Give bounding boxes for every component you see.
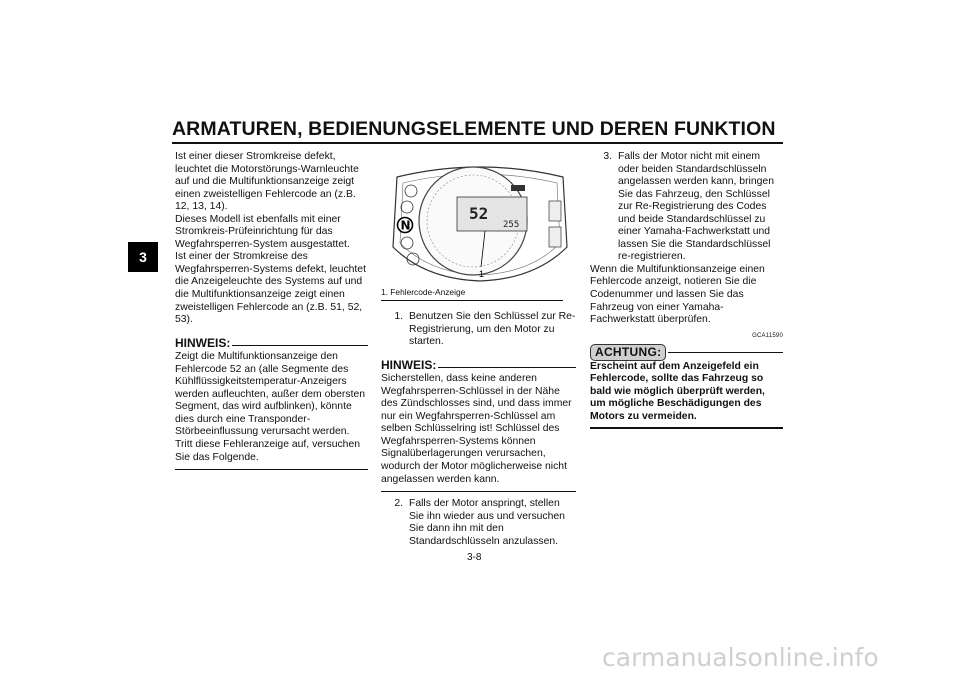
step-number: 1. xyxy=(394,311,403,322)
step-3 xyxy=(590,151,783,264)
column-left xyxy=(175,151,368,470)
column-right xyxy=(590,151,783,429)
note-rule xyxy=(438,367,576,368)
step-number: 3. xyxy=(603,151,612,162)
caution-heading xyxy=(590,344,783,361)
right-button xyxy=(549,227,561,247)
column-middle xyxy=(381,151,576,554)
caution-code-ref: GCA11590 xyxy=(752,332,783,339)
neutral-indicator-letter: N xyxy=(400,218,411,233)
step-text: Falls der Motor nicht mit einem oder beiden Standardschlüsseln angelassen werden kann, bringen Sie das Fahrzeug, den Schlüssel zur Re-Registrierung des Codes und beide Standardschlüssel zu einer Yamaha-Fachwerkstatt und lassen Sie die Standardschlüssel re-registrieren. xyxy=(618,151,774,263)
step-text: Benutzen Sie den Schlüssel zur Re-Registrierung, um den Motor zu starten. xyxy=(409,311,576,348)
warning-lamp-icon xyxy=(401,237,413,249)
warning-lamp-icon xyxy=(401,201,413,213)
dashboard-figure xyxy=(385,155,575,283)
callout-number: 1 xyxy=(479,269,485,279)
paragraph: Wenn die Multifunktionsanzeige einen Fehlercode anzeigt, notieren Sie die Codenummer und lassen Sie das Fahrzeug von einer Yamaha-Fachwerkstatt überprüfen. xyxy=(590,263,765,326)
note-text: Zeigt die Multifunktionsanzeige den Fehlercode 52 an (alle Segmente des Kühlflüssigkeitstemperatur-Anzeigers werden aufleuchten, außer dem obersten Segment, das wird aufblinken), könnte dies durch eine Transponder-Störbeeinflussung verursacht werden. Tritt diese Fehleranzeige auf, versuchen Sie das Folgende. xyxy=(175,351,366,463)
step-1 xyxy=(381,311,576,349)
note-label: HINWEIS: xyxy=(175,335,231,350)
step-number: 2. xyxy=(394,498,403,510)
note-end-rule xyxy=(381,491,576,492)
instrument-cluster-illustration xyxy=(385,155,575,283)
lcd-segment-bar xyxy=(511,185,525,191)
warning-lamp-icon xyxy=(405,185,417,197)
step-text: Falls der Motor anspringt, stellen Sie ihn wieder aus und versuchen Sie dann ihn mit den Standardschlüsseln anzulassen. xyxy=(409,498,565,547)
watermark: carmanualsonline.info xyxy=(602,643,879,672)
note-heading xyxy=(381,359,576,372)
note-text: Sicherstellen, dass keine anderen Wegfahrsperren-Schlüssel in der Nähe des Zündschlosses sind, und dass immer nur ein Wegfahrsperren-Schlüssel am selben Schlüsselring ist! Schlüssel des Wegfahrsperren-Systems können Signalüberlagerungen verursachen, wodurch der Motor möglicherweise nicht angelassen werden kann. xyxy=(381,373,572,485)
paragraph: Dieses Modell ist ebenfalls mit einer Stromkreis-Prüfeinrichtung für das Wegfahrsperren-System ausgestattet. xyxy=(175,213,350,250)
step-2 xyxy=(381,498,576,548)
right-button xyxy=(549,201,561,221)
chapter-tab: 3 xyxy=(128,242,158,272)
caution-badge: ACHTUNG: xyxy=(590,344,666,361)
paragraph: Ist einer der Stromkreise des Wegfahrsperren-Systems defekt, leuchtet die Anzeigeleuchte des Systems auf und die Multifunktionsanzeige zeigt einen zweistelligen Fehlercode an (z.B. 51, 52, 53). xyxy=(175,251,366,326)
note-label: HINWEIS: xyxy=(381,357,437,372)
note-end-rule xyxy=(175,469,368,470)
figure-caption: 1. Fehlercode-Anzeige xyxy=(381,287,466,297)
paragraph: Ist einer dieser Stromkreise defekt, leuchtet die Motorstörungs-Warnleuchte auf und die Multifunktionsanzeige zeigt einen zweistelligen Fehlercode an (z.B. 12, 13, 14). xyxy=(175,151,359,213)
caution-text: Erscheint auf dem Anzeigefeld ein Fehlercode, sollte das Fahrzeug so bald wie möglich überprüft werden, um mögliche Beschädigungen des Motors zu vermeiden. xyxy=(590,360,765,422)
page-title: ARMATUREN, BEDIENUNGSELEMENTE UND DEREN FUNKTION xyxy=(172,118,776,140)
title-rule xyxy=(172,142,783,144)
note-rule xyxy=(232,345,368,346)
note-heading xyxy=(175,337,368,350)
caution-end-rule xyxy=(590,427,783,429)
odometer-digits: 255 xyxy=(503,220,520,230)
figure-rule xyxy=(381,300,563,301)
caution-rule xyxy=(668,352,783,353)
error-code-digits: 52 xyxy=(469,204,489,223)
page-number: 3-8 xyxy=(467,552,482,563)
